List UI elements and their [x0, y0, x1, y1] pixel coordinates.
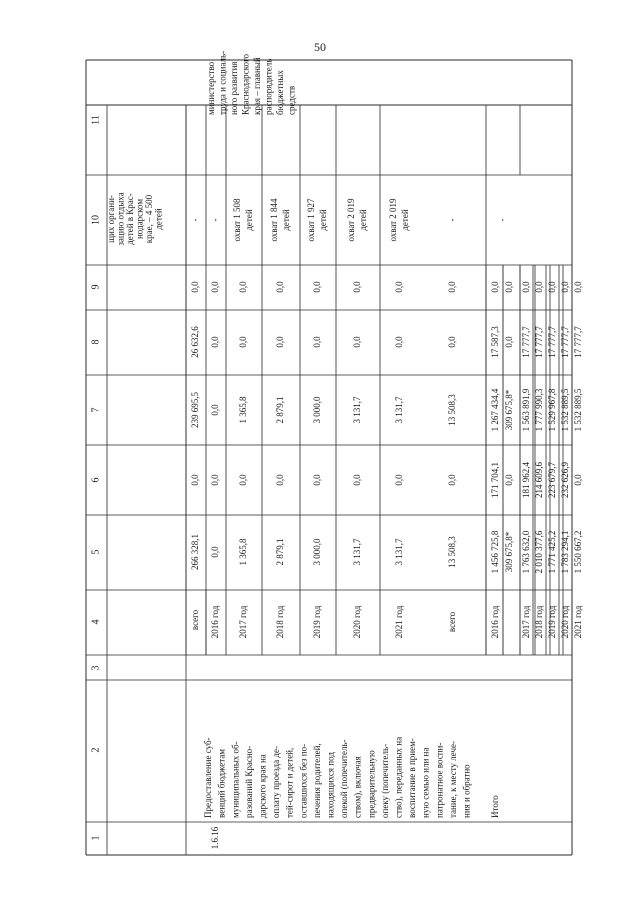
- row-year: всего: [447, 611, 458, 633]
- cell-c9: 0,0: [394, 281, 405, 293]
- outcome-text: крае, – 4 500: [144, 194, 155, 244]
- row-year: 2017 год: [521, 605, 532, 639]
- cell-c8: 0,0: [447, 336, 458, 348]
- cell-c9: 0,0: [238, 281, 249, 293]
- row-year: 2020 год: [560, 605, 571, 639]
- item-description: оплату проезда де-: [271, 746, 282, 818]
- row-year: 2021 год: [573, 605, 584, 639]
- outcome-text: щих органи-: [106, 195, 117, 243]
- item-description: находящихся под: [325, 752, 336, 818]
- cell-c6: 232 626,9: [560, 462, 571, 498]
- table-grid: [86, 60, 572, 855]
- cell-total: 2 879,1: [275, 538, 286, 566]
- cell-outcome: детей: [281, 209, 292, 231]
- row-year: 2019 год: [547, 605, 558, 639]
- cell-outcome: детей: [358, 209, 369, 231]
- cell-c8: 0,0: [275, 336, 286, 348]
- column-header-1: 1: [90, 835, 102, 841]
- executor-text: распорядитель: [263, 58, 274, 115]
- cell-c9: 0,0: [210, 281, 221, 293]
- cell-c8: 0,0: [210, 336, 221, 348]
- cell-c6: 0,0: [447, 474, 458, 486]
- column-header-7: 7: [90, 407, 102, 413]
- item-description: ную семью или на: [420, 747, 431, 818]
- cell-c7: 1 529 967,8: [547, 388, 558, 432]
- row-year: 2019 год: [312, 605, 323, 639]
- cell-c6-note: 0,0: [504, 474, 515, 486]
- item-description: Предоставление суб-: [203, 737, 214, 818]
- cell-c9: 0,0: [547, 281, 558, 293]
- item-description: тей-сирот и детей,: [284, 747, 295, 818]
- cell-total: 266 328,1: [190, 534, 201, 570]
- column-header-8: 8: [90, 339, 102, 345]
- cell-c9-note: 0,0: [504, 281, 515, 293]
- column-header-10: 10: [90, 215, 102, 225]
- cell-c8: 17 587,3: [490, 326, 501, 358]
- cell-c7: 1 532 889,5: [560, 388, 571, 432]
- cell-c8-note: 0,0: [504, 336, 515, 348]
- cell-c6: 223 679,7: [547, 462, 558, 498]
- item-description: ством), включая: [352, 756, 363, 818]
- cell-outcome: охват 1 927: [306, 198, 317, 242]
- cell-c6: 0,0: [352, 474, 363, 486]
- cell-c7: 239 695,5: [190, 392, 201, 428]
- column-header-3: 3: [90, 665, 102, 671]
- item-description: разований Красно-: [243, 745, 254, 818]
- cell-total: 1 456 725,8: [490, 530, 501, 574]
- cell-outcome: -: [447, 218, 458, 222]
- cell-total: 3 131,7: [394, 538, 405, 566]
- cell-outcome: -: [190, 218, 201, 222]
- cell-c8: 0,0: [312, 336, 323, 348]
- column-header-11: 11: [90, 115, 102, 125]
- row-year: 2016 год: [210, 605, 221, 639]
- cell-c8: 17 777,7: [560, 326, 571, 358]
- item-description: предварительную: [366, 750, 377, 818]
- cell-c7: 1 777 990,3: [534, 388, 545, 432]
- item-description: ство), переданных на: [393, 736, 404, 818]
- cell-total: 13 508,3: [447, 536, 458, 568]
- cell-c9: 0,0: [190, 281, 201, 293]
- cell-c7: 2 879,1: [275, 396, 286, 424]
- cell-c7: 1 267 434,4: [490, 388, 501, 432]
- cell-total: 1 771 425,2: [547, 530, 558, 574]
- outcome-text: зацию отдыха: [115, 192, 126, 246]
- cell-c8: 17 777,7: [573, 326, 584, 358]
- row-label: всего: [190, 609, 201, 631]
- cell-c9: 0,0: [573, 281, 584, 293]
- row-year: 2018 год: [534, 605, 545, 639]
- cell-c9: 0,0: [521, 281, 532, 293]
- cell-outcome: детей: [400, 209, 411, 231]
- cell-c7: 13 508,3: [447, 394, 458, 426]
- cell-c6: 0,0: [210, 474, 221, 486]
- cell-total: 1 550 667,2: [573, 530, 584, 574]
- cell-c7: 1 532 889,5: [573, 388, 584, 432]
- item-number: 1.6.16: [210, 826, 221, 850]
- executor-text: Краснодарского: [240, 53, 251, 115]
- cell-c6: 0,0: [275, 474, 286, 486]
- cell-c9: 0,0: [560, 281, 571, 293]
- item-description: дарского края на: [257, 754, 268, 818]
- outcome-text: детей: [153, 208, 164, 230]
- executor-text: труда и социаль-: [217, 50, 228, 115]
- row-year: 2016 год: [490, 605, 501, 639]
- cell-outcome: охват 1 508: [232, 198, 243, 242]
- executor-text: министерство: [206, 61, 217, 115]
- item-description: оставшихся без по-: [298, 743, 309, 818]
- row-year: 2020 год: [352, 605, 363, 639]
- cell-outcome: детей: [318, 209, 329, 231]
- cell-outcome: -: [210, 218, 221, 222]
- cell-c6: 0,0: [312, 474, 323, 486]
- item-description: опеку (попечитель-: [379, 743, 390, 818]
- page-number: 50: [314, 40, 326, 54]
- cell-c9: 0,0: [490, 281, 501, 293]
- cell-c8: 0,0: [238, 336, 249, 348]
- cell-total: 2 010 377,6: [534, 530, 545, 574]
- item-description: ния и обратно: [461, 764, 472, 818]
- cell-c8: 26 632,6: [190, 326, 201, 358]
- cell-outcome: охват 2 019: [346, 198, 357, 242]
- row-year: 2018 год: [275, 605, 286, 639]
- cell-c6: 171 704,1: [490, 462, 501, 498]
- executor-text: ного развития: [229, 61, 240, 115]
- column-header-6: 6: [90, 477, 102, 483]
- cell-total: 3 000,0: [312, 538, 323, 566]
- cell-c7: 1 365,8: [238, 396, 249, 424]
- cell-c9: 0,0: [275, 281, 286, 293]
- cell-outcome: охват 1 844: [269, 198, 280, 242]
- row-year: 2017 год: [238, 605, 249, 639]
- cell-total: 0,0: [210, 546, 221, 558]
- cell-total: 1 783 294,1: [560, 530, 571, 574]
- cell-c6: 0,0: [573, 474, 584, 486]
- cell-total: 1 365,8: [238, 538, 249, 566]
- item-description: воспитание в прием-: [407, 738, 418, 818]
- executor-text: края – главный: [252, 57, 263, 115]
- cell-c7: 3 000,0: [312, 396, 323, 424]
- cell-c6: 0,0: [190, 474, 201, 486]
- column-header-9: 9: [90, 284, 102, 290]
- table-cells: [90, 51, 583, 849]
- cell-c8: 17 777,7: [521, 326, 532, 358]
- cell-c9: 0,0: [312, 281, 323, 293]
- cell-c7: 3 131,7: [352, 396, 363, 424]
- cell-c7-note: 309 675,8*: [504, 389, 515, 431]
- column-header-2: 2: [90, 747, 102, 753]
- cell-c9: 0,0: [352, 281, 363, 293]
- cell-c9: 0,0: [447, 281, 458, 293]
- item-description: тание, к месту лече-: [447, 740, 458, 818]
- cell-total: 1 763 632,0: [521, 530, 532, 574]
- cell-c7: 3 131,7: [394, 396, 405, 424]
- column-header-4: 4: [90, 619, 102, 625]
- cell-c6: 0,0: [394, 474, 405, 486]
- cell-c6: 214 609,6: [534, 462, 545, 498]
- cell-c6: 0,0: [238, 474, 249, 486]
- cell-c8: 0,0: [394, 336, 405, 348]
- cell-c8: 0,0: [352, 336, 363, 348]
- cell-c6: 181 962,4: [521, 462, 532, 498]
- row-year: 2021 год: [394, 605, 405, 639]
- itogo-outcome: -: [497, 218, 508, 222]
- executor-text: средств: [286, 85, 297, 115]
- executor-text: бюджетных: [275, 70, 286, 115]
- cell-total-note: 309 675,8*: [504, 531, 515, 573]
- cell-outcome: детей: [244, 209, 255, 231]
- item-description: муниципальных об-: [230, 741, 241, 818]
- item-description: патронатное воспи-: [434, 742, 445, 818]
- cell-c7: 1 563 891,9: [521, 388, 532, 432]
- cell-total: 3 131,7: [352, 538, 363, 566]
- column-header-5: 5: [90, 549, 102, 555]
- outcome-text: нодарском: [134, 198, 145, 240]
- cell-c9: 0,0: [534, 281, 545, 293]
- cell-outcome: охват 2 019: [388, 198, 399, 242]
- itogo-label: Итого: [490, 795, 501, 818]
- item-description: опекой (попечитель-: [339, 739, 350, 818]
- cell-c8: 17 777,7: [547, 326, 558, 358]
- item-description: печения родителей,: [311, 743, 322, 818]
- item-description: венций бюджетам: [216, 749, 227, 818]
- cell-c7: 0,0: [210, 404, 221, 416]
- outcome-text: детей в Крас-: [125, 193, 136, 245]
- cell-c8: 17 777,7: [534, 326, 545, 358]
